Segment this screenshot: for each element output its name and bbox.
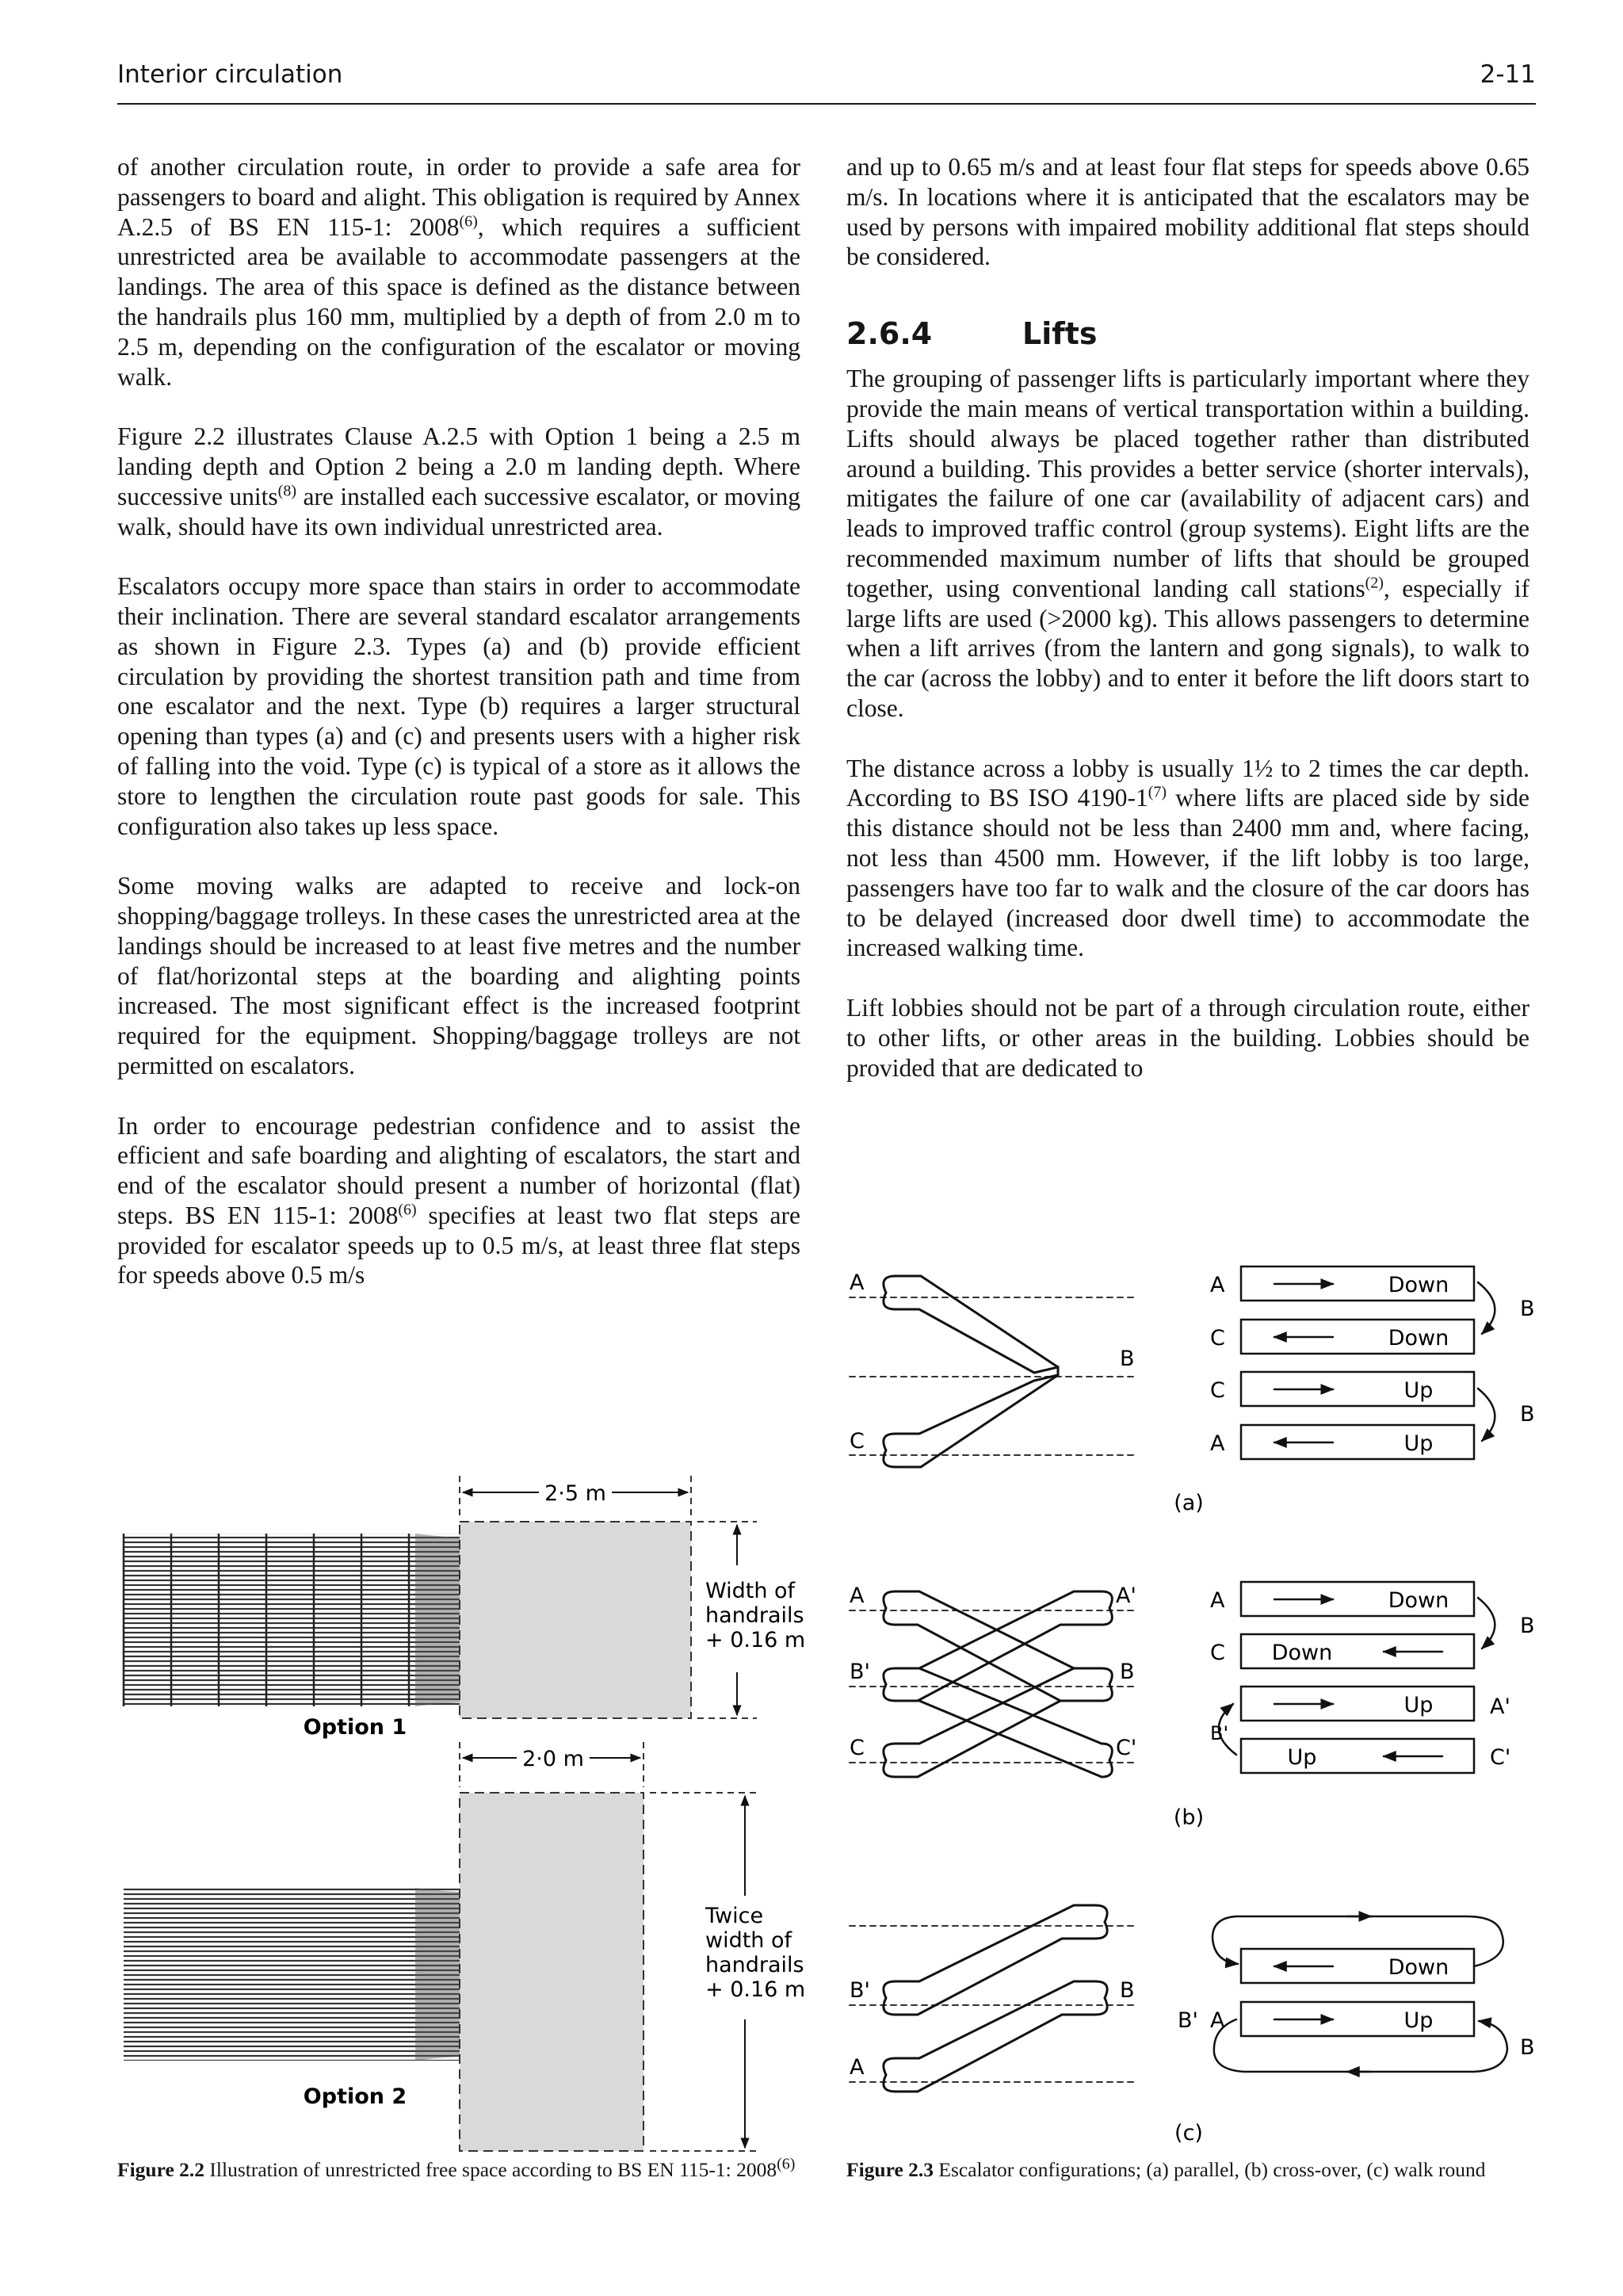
option-1-width-label: Width of: [705, 1579, 796, 1603]
label-B-prime: B': [850, 1660, 870, 1684]
label-B: B: [1520, 2035, 1535, 2060]
paragraph: Escalators occupy more space than stairs in order to accommodate their inclination. There are several standard escalator arrangements as shown in Figure 2.3. Types (a) and (b) provide efficient circulation by providing the shortest transition path and time from one escalator and the next. Type (b) requires a larger structural opening than types (a) and (c) and presents users with a higher risk of falling into the void. Type (c) is typical of a store as it allows the store to lengthen the circulation route past goods for sale. This configuration also takes up less space.: [117, 572, 800, 840]
option-1-diagram: [124, 1476, 805, 1740]
escalator-label: Down: [1388, 1273, 1449, 1297]
option-2-width-label: width of: [705, 1928, 792, 1953]
option-1-width-label: + 0.16 m: [705, 1628, 806, 1652]
label-C-prime: C': [1490, 1745, 1511, 1770]
label-B-prime: B': [850, 1978, 870, 2003]
fig-2-3b-schematic: [1174, 1582, 1535, 1830]
paragraph: Some moving walks are adapted to receive and lock-on shopping/baggage trolleys. In these cases the unrestricted area at the landings should be increased to at least five metres and the number of flat/horizontal steps at the boarding and alighting points increased. The most significant effect is the increased footprint required for the equipment. Shopping/baggage trolleys are not permitted on escalators.: [117, 872, 800, 1079]
option-2-width-label: Twice: [705, 1904, 764, 1928]
fig-2-3a-plan: [850, 1270, 1135, 1467]
label-C: C: [1210, 1378, 1225, 1403]
subfigure-tag: (c): [1174, 2121, 1203, 2145]
label-C: C: [850, 1429, 865, 1454]
label-C: C: [850, 1736, 865, 1760]
figure-2-3-caption: Figure 2.3 Escalator configurations; (a) parallel, (b) cross-over, (c) walk round: [846, 2158, 1486, 2181]
label-A: A: [1210, 1431, 1225, 1456]
fig-2-3a-schematic: [1174, 1266, 1534, 1515]
option-1-width-label: handrails: [705, 1603, 804, 1628]
subfigure-tag: (b): [1173, 1805, 1205, 1830]
label-B: B: [1120, 1978, 1135, 2003]
label-B: B: [1120, 1660, 1135, 1684]
label-C: C: [1210, 1326, 1225, 1350]
paragraph: The distance across a lobby is usually 1½ to 2 times the car depth. According to BS ISO 4190-1$^{(7)}$ where lifts are placed side by side this distance should not be less than 2400 mm and, where facing, not less than 4500 mm. However, if the lift lobby is too large, passengers have too far to walk and the closure of the car doors has to be delayed (increased door dwell time) to accommodate the increased walking time.: [846, 754, 1529, 962]
option-2-depth-label: 2·0 m: [522, 1747, 584, 1771]
option-1-label: Option 1: [303, 1715, 407, 1740]
label-C-prime: C': [1116, 1736, 1137, 1760]
label-A: A: [850, 2055, 865, 2080]
unrestricted-area-option-1: [460, 1522, 691, 1718]
paragraph: In order to encourage pedestrian confidence and to assist the efficient and safe boarding and alighting of escalators, the start and end of the escalator should present a number of horizontal (flat) steps. BS EN 115-1: 2008$^{(6)}$ specifies at least two flat steps are provided for escalator speeds up to 0.5 m/s, at least three flat steps for speeds above 0.5 m/s: [117, 1111, 800, 1289]
escalator-label: Down: [1388, 1588, 1449, 1613]
escalator-label: Down: [1388, 1955, 1449, 1980]
option-2-diagram: [124, 1742, 805, 2151]
label-A: A: [850, 1270, 865, 1295]
label-B: B: [1120, 1347, 1135, 1371]
escalator-label: Up: [1403, 1693, 1434, 1717]
paragraph: Figure 2.2 illustrates Clause A.2.5 with Option 1 being a 2.5 m landing depth and Option 2 being a 2.0 m landing depth. Where successive units$^{(8)}$ are installed each successive escalator, or moving walk, should have its own individual unrestricted area.: [117, 422, 801, 541]
option-1-depth-label: 2·5 m: [544, 1481, 606, 1506]
escalator-label: Down: [1388, 1326, 1449, 1350]
fig-2-3c-plan: [850, 1905, 1135, 2092]
fig-2-3b-plan: [850, 1584, 1136, 1777]
paragraph: of another circulation route, in order to provide a safe area for passengers to board and alight. This obligation is required by Annex A.2.5 of BS EN 115-1: 2008$^{(6)}$, which requires a sufficient unrestricted area be available to accommodate passengers at the landings. The area of this space is defined as the distance between the handrails plus 160 mm, multiplied by a depth of from 2.0 m to 2.5 m, depending on the configuration of the escalator or moving walk.: [117, 153, 800, 391]
label-B: B: [1520, 1297, 1535, 1321]
figure-2-3: [850, 1266, 1535, 2145]
label-A-prime: A': [1490, 1694, 1510, 1719]
label-A: A: [1210, 2008, 1225, 2033]
subfigure-tag: (a): [1174, 1491, 1204, 1515]
fig-2-3c-schematic: [1174, 1916, 1534, 2145]
option-2-width-label: handrails: [705, 1953, 804, 1977]
paragraph: and up to 0.65 m/s and at least four flat steps for speeds above 0.65 m/s. In locations where it is anticipated that the escalators may be used by persons with impaired mobility additional flat steps should be considered.: [846, 153, 1529, 271]
paragraph: The grouping of passenger lifts is particularly important where they provide the main means of vertical transportation within a building. Lifts should always be placed together rather than distributed around a building. This provides a better service (shorter intervals), mitigates the failure of one car (availability of adjacent cars) and leads to improved traffic control (group systems). Eight lifts are the recommended maximum number of lifts that should be grouped together, using conventional landing call stations$^{(2)}$, especially if large lifts are used (>2000 kg). This allows passengers to determine when a lift arrives (from the lantern and gong signals), to walk to the car (across the lobby) and to enter it before the lift doors start to close.: [846, 365, 1529, 722]
label-C: C: [1210, 1641, 1225, 1665]
figure-2-2: [124, 1476, 805, 2151]
page-number: 2-11: [1480, 60, 1536, 89]
escalator-label: Up: [1403, 1431, 1434, 1456]
figure-2-2-caption: Figure 2.2 Illustration of unrestricted free space according to BS EN 115-1: 2008$^{(6)}$: [117, 2155, 796, 2181]
escalator-label: Up: [1287, 1745, 1317, 1770]
paragraph: Lift lobbies should not be part of a through circulation route, either to other lifts, or other areas in the building. Lobbies should be provided that are dedicated to: [846, 993, 1529, 1082]
option-2-width-label: + 0.16 m: [705, 1977, 806, 2002]
unrestricted-area-option-2: [460, 1793, 643, 2151]
label-B: B: [1520, 1614, 1535, 1638]
label-A-prime: A': [1116, 1584, 1136, 1608]
label-A: A: [850, 1584, 865, 1608]
label-A: A: [1210, 1273, 1225, 1297]
escalator-label: Down: [1271, 1641, 1333, 1665]
option-2-label: Option 2: [303, 2084, 407, 2109]
section-number: 2.6.4: [846, 316, 933, 352]
escalator-label: Up: [1403, 2008, 1434, 2033]
label-A: A: [1210, 1588, 1225, 1613]
escalator-hatching: [124, 1888, 460, 2061]
escalator-label: Up: [1403, 1378, 1434, 1403]
header-section-title: Interior circulation: [117, 60, 343, 89]
label-B-prime: B': [1210, 1722, 1229, 1744]
label-B-prime: B': [1178, 2008, 1198, 2033]
label-B: B: [1520, 1402, 1535, 1427]
section-title: Lifts: [1022, 316, 1098, 352]
